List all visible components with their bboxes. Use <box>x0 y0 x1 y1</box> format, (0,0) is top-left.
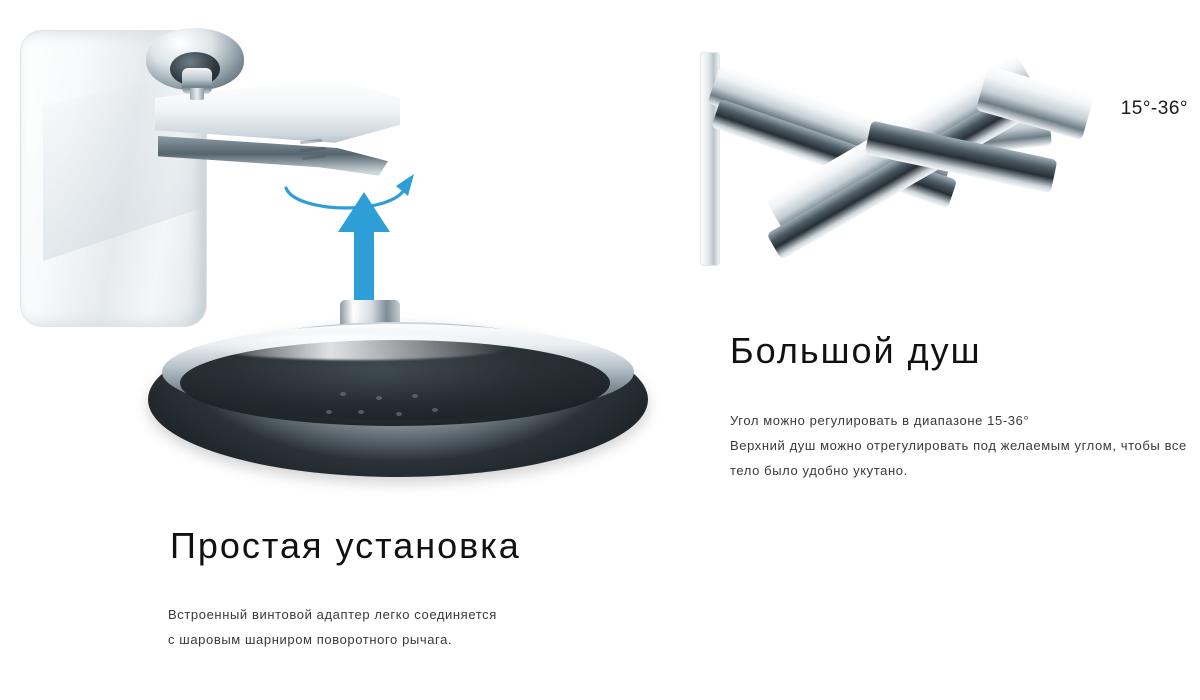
angle-range-label: 15°-36° <box>1120 98 1188 119</box>
left-panel-heading: Простая установка <box>170 525 521 566</box>
shower-nozzle <box>412 394 418 398</box>
shower-head-highlight <box>210 334 510 360</box>
large-shower-panel <box>680 0 1200 700</box>
right-panel-body <box>730 408 1187 483</box>
ball-joint-stem <box>190 88 204 100</box>
shower-nozzle <box>340 392 346 396</box>
assembly-up-arrow <box>338 192 390 312</box>
shower-head <box>140 300 660 490</box>
right-body-line-2: Верхний душ можно отрегулировать под желаемым углом, чтобы все <box>730 438 1187 453</box>
shower-nozzle <box>326 410 332 414</box>
right-body-line-1: Угол можно регулировать в диапазоне 15-36° <box>730 413 1030 428</box>
right-body-line-3: тело было удобно укутано. <box>730 463 908 478</box>
left-body-line-1: Встроенный винтовой адаптер легко соединяется <box>168 607 497 622</box>
right-panel-heading: Большой душ <box>730 330 982 371</box>
shower-nozzle <box>396 412 402 416</box>
left-panel-body <box>168 602 497 652</box>
shower-nozzle <box>432 408 438 412</box>
shower-nozzle <box>376 396 382 400</box>
shower-nozzle <box>358 410 364 414</box>
left-body-line-2: с шаровым шарниром поворотного рычага. <box>168 632 453 647</box>
